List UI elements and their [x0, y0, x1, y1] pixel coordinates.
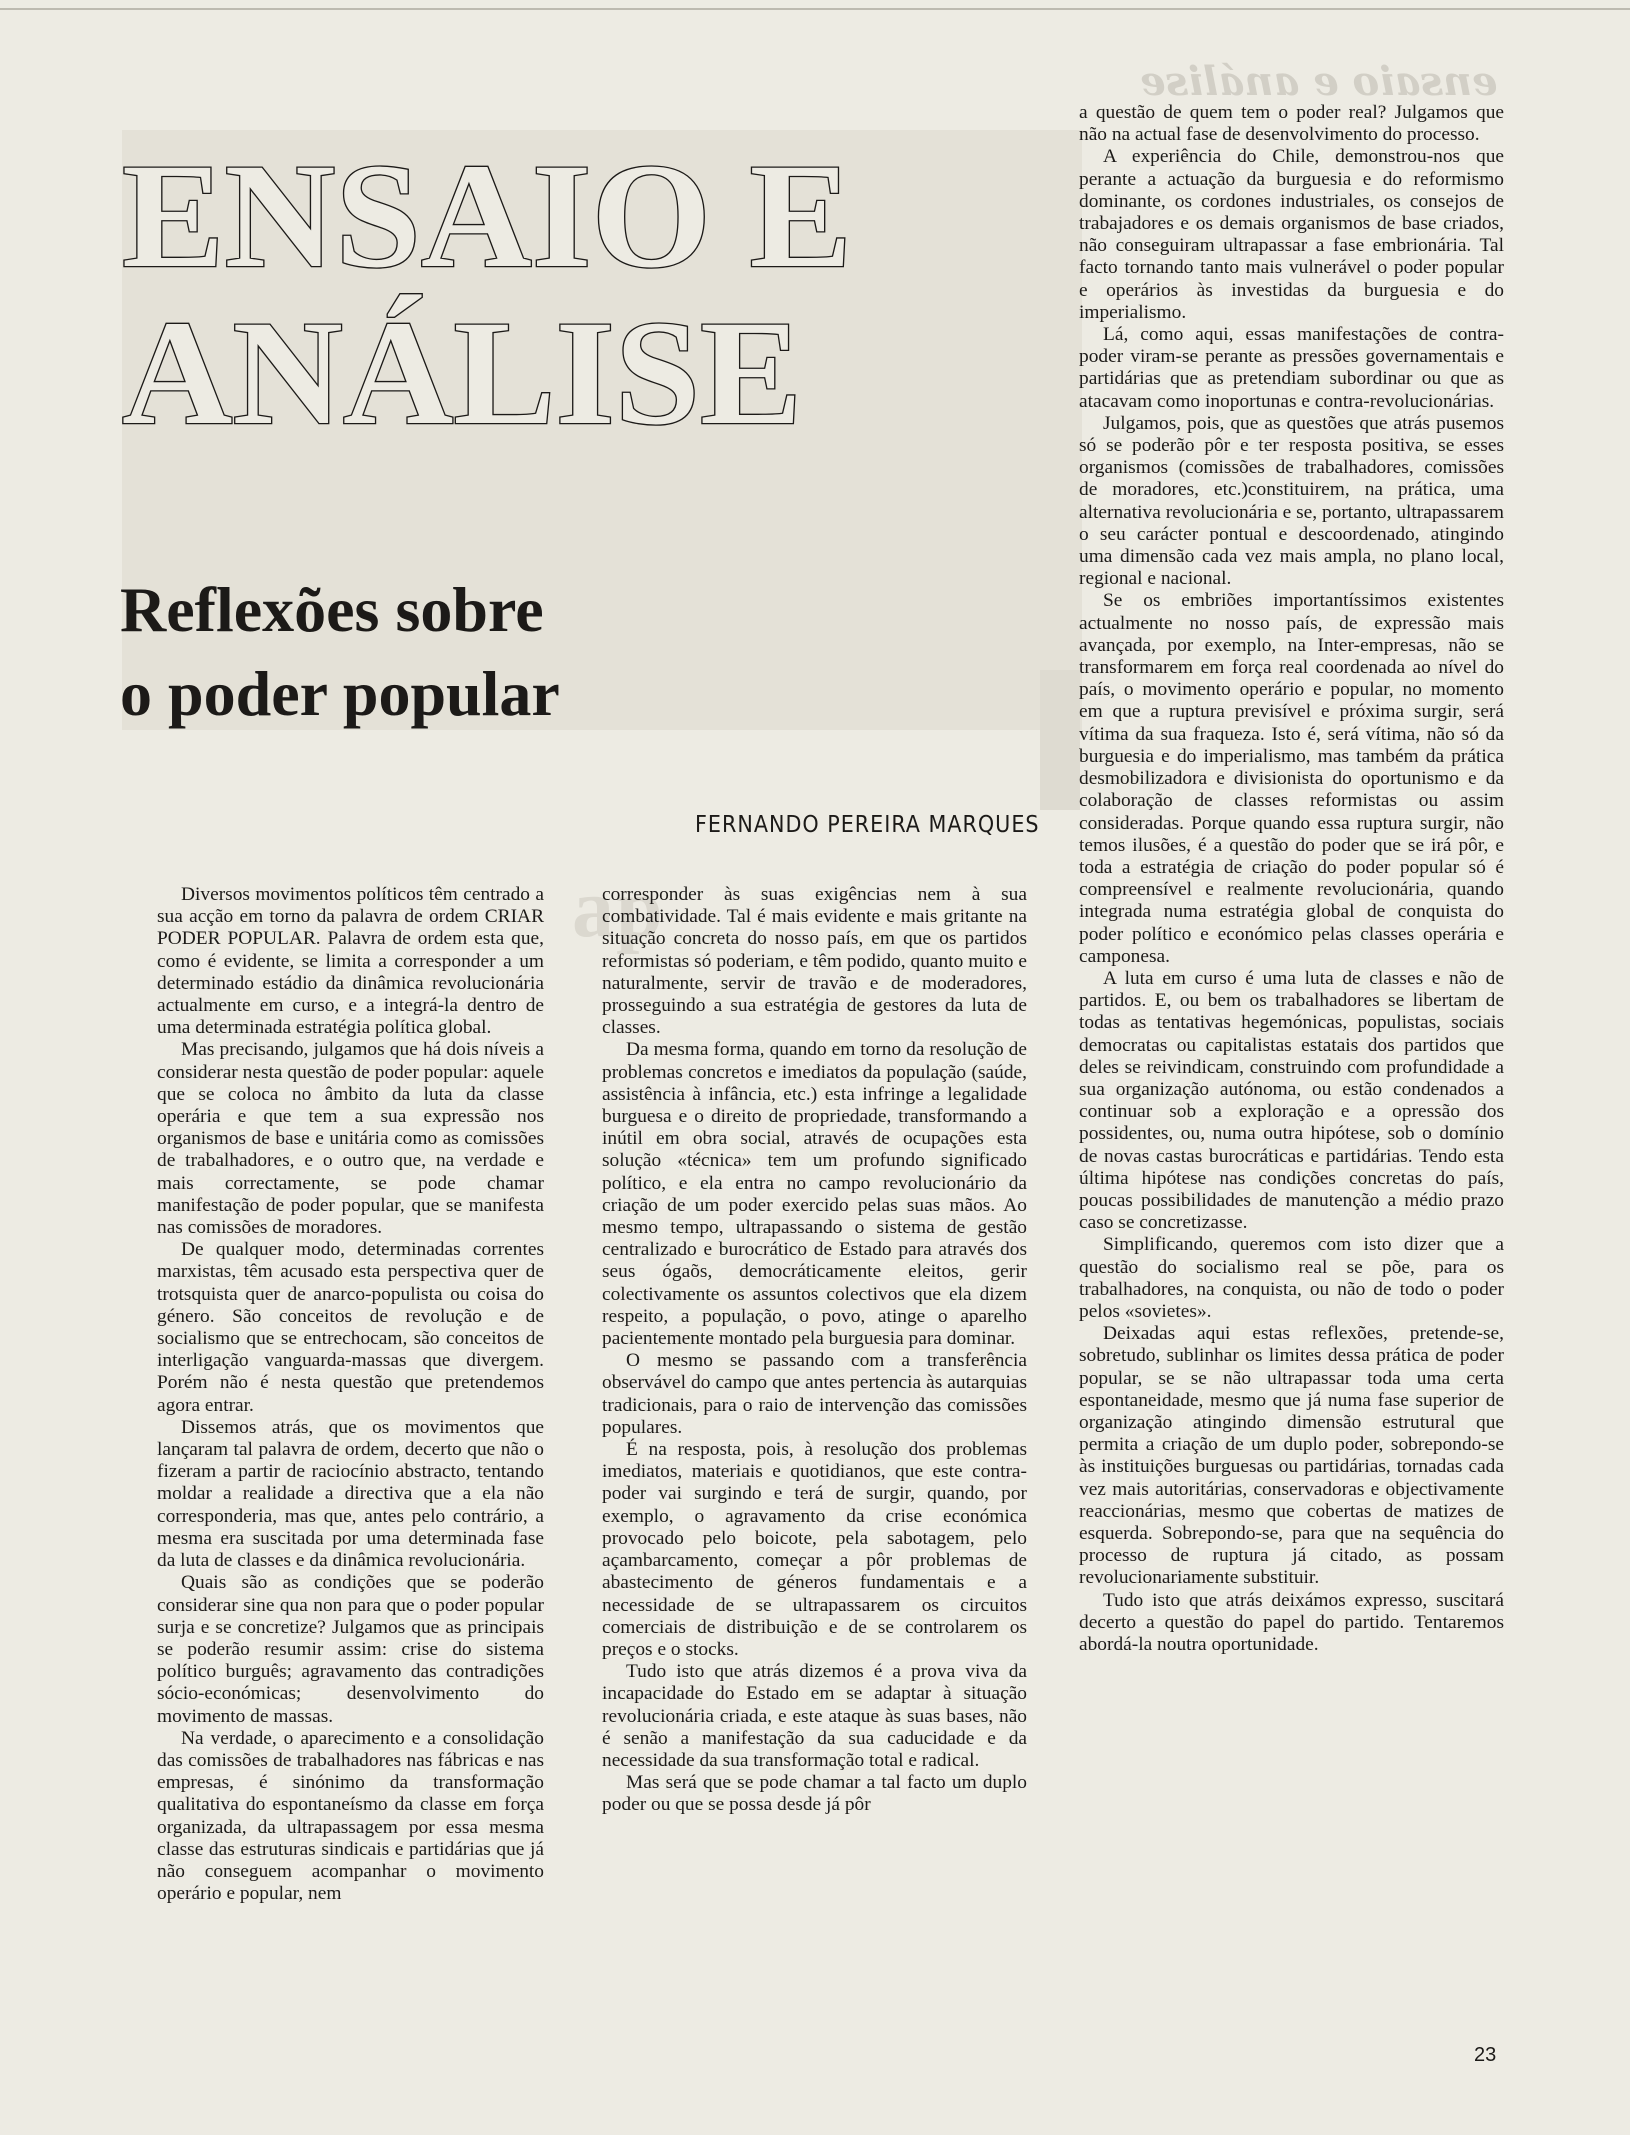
paragraph: A experiência do Chile, demonstrou-nos que perante a actuação da burguesia e do reformismo dominante, os cordones industriales, os consejos de trabajadores e os demais organismos de base criados, não conseguiram ultrapassar a fase embrionária. Tal facto tornando tanto mais vulnerável o poder popular e operários às investidas da burguesia e do imperialismo.: [1079, 146, 1504, 323]
article-title-line-1: Reflexões sobre: [120, 574, 544, 645]
paragraph: Na verdade, o aparecimento e a consolidação das comissões de trabalhadores nas fábricas e nas empresas, é sinónimo da transformação qualitativa do espontaneísmo da classe em força organizada, da ultrapassagem por essa mesma classe das estruturas sindicais e partidárias que já não conseguem acompanhar o movimento operário e popular, nem: [157, 1727, 544, 1905]
bleed-through-word: ap: [572, 862, 665, 955]
section-title: [118, 118, 878, 456]
bleed-through-shade-small: [1040, 670, 1080, 810]
article-title-line-2: o poder popular: [120, 658, 560, 729]
article-title: [120, 568, 740, 736]
paragraph: Se os embriões importantíssimos existentes actualmente no nosso país, de expressão mais avançada, por exemplo, na Inter-empresas, não se transformarem em força real coordenada ao nível do país, o movimento operário e popular, no momento em que a ruptura previsível e próxima surgir, será vítima da sua fraqueza. Isto é, será vítima, não só da burguesia e do imperialismo, mas também da prática desmobilizadora e divisionista do oportunismo e da colaboração de classes reformistas ou assim consideradas. Porque quando essa ruptura surgir, não temos ilusões, é a questão do poder que se irá pôr, e toda a estratégia de criação do poder popular só é compreensível e realmente revolucionária, quando integrada numa estratégia global de conquista do poder político e económico pelas classes operária e camponesa.: [1079, 590, 1504, 967]
section-title-line-1: ENSAIO E: [122, 133, 852, 299]
paragraph: a questão de quem tem o poder real? Julgamos que não na actual fase de desenvolvimento do processo.: [1079, 102, 1504, 146]
scan-edge-line: [0, 8, 1630, 10]
paragraph: Simplificando, queremos com isto dizer que a questão do socialismo real se põe, para os trabalhadores, na conquista, ou não de todo o poder pelos «sovietes».: [1079, 1234, 1504, 1322]
paragraph: Julgamos, pois, que as questões que atrás pusemos só se poderão pôr e ter resposta positiva, se esses organismos (comissões de trabalhadores, comissões de moradores, etc.)constituirem, na prática, uma alternativa revolucionária e se, portanto, ultrapassarem o seu carácter pontual e descoordenado, atingindo uma dimensão cada vez mais ampla, no plano local, regional e nacional.: [1079, 412, 1504, 590]
paragraph: A luta em curso é uma luta de classes e não de partidos. E, ou bem os trabalhadores se libertam de todas as tentativas hegemónicas, populistas, sociais democratas ou capitalistas estatais dos partidos que deles se reivindicam, construindo com profundidade a sua organização autónoma, ou estão condenados a continuar sob a exploração e a opressão dos possidentes, ou, numa outra hipótese, sob o domínio de novas castas burocráticas e partidárias. Tendo esta última hipótese nas condições concretas do país, poucas possibilidades de manutenção a médio prazo caso se concretizasse.: [1079, 967, 1504, 1234]
text-column-1: [157, 884, 544, 1905]
paragraph: É na resposta, pois, à resolução dos problemas imediatos, materiais e quotidianos, que este contra-poder vai surgindo e terá de surgir, quando, por exemplo, o agravamento da crise económica provocado pelo boicote, pela sabotagem, pelo açambarcamento, começar a pôr problemas de abastecimento de géneros fundamentais e a necessidade de se ultrapassarem os circuitos comerciais de distribuição e de se controlarem os preços e o stocks.: [602, 1439, 1027, 1660]
paragraph: Tudo isto que atrás dizemos é a prova viva da incapacidade do Estado em se adaptar à situação revolucionária criada, e este ataque às suas bases, não é senão a manifestação da sua caducidade e da necessidade da sua transformação total e radical.: [602, 1661, 1027, 1771]
bleed-through-title: ensaio e análise: [1140, 58, 1498, 105]
paragraph: Quais são as condições que se poderão considerar sine qua non para que o poder popular surja e se concretize? Julgamos que as principais se poderão resumir assim: crise do sistema político burguês; agravamento das contradições sócio-económicas; desenvolvimento do movimento de massas.: [157, 1572, 544, 1727]
paragraph: Deixadas aqui estas reflexões, pretende-se, sobretudo, sublinhar os limites dessa prática de poder popular, se se não ultrapassar toda uma certa espontaneidade, mesmo que já numa fase superior de organização atingindo dimensão estrutural que permita a criação de um duplo poder, sobrepondo-se às instituições burguesas ou partidárias, tornadas cada vez mais autoritárias, conservadoras e objectivamente reaccionárias, mesmo que cobertas de matizes de esquerda. Sobrepondo-se, para que na sequência do processo de ruptura já citado, as possam revolucionariamente substituir.: [1079, 1323, 1504, 1589]
text-column-3: [1079, 102, 1504, 1656]
paragraph: Lá, como aqui, essas manifestações de contra-poder viram-se perante as pressões governamentais e partidárias que as pretendiam subordinar ou que as atacavam como inoportunas e contra-revolucionárias.: [1079, 324, 1504, 412]
text-column-2: [602, 884, 1027, 1817]
article-author: FERNANDO PEREIRA MARQUES: [695, 812, 1040, 838]
paragraph: corresponder às suas exigências nem à sua combatividade. Tal é mais evidente e mais gritante na situação concreta do nosso país, em que os partidos reformistas só poderiam, e têm podido, quanto muito e naturalmente, servir de travão e de moderadores, prosseguindo a sua estratégia de gestores da luta de classes.: [602, 884, 1027, 1039]
paragraph: Diversos movimentos políticos têm centrado a sua acção em torno da palavra de ordem CRIAR PODER POPULAR. Palavra de ordem esta que, como é evidente, se limita a corresponder a um determinado estádio da dinâmica revolucionária actualmente em curso, e a integrá-la dentro de uma determinada estratégia política global.: [157, 884, 544, 1039]
paragraph: De qualquer modo, determinadas correntes marxistas, têm acusado esta perspectiva quer de trotsquista quer de anarco-populista ou coisa do género. São conceitos de revolução e de socialismo que se entrechocam, são conceitos de interligação vanguarda-massas que divergem. Porém não é nesta questão que pretendemos agora entrar.: [157, 1239, 544, 1416]
page-number: 23: [1474, 2044, 1497, 2066]
paragraph: Da mesma forma, quando em torno da resolução de problemas concretos e imediatos da população (saúde, assistência à infância, etc.) esta infringe a legalidade burguesa e o direito de propriedade, transformando a inútil em obra social, através de ocupações esta solução «técnica» tem um profundo significado político, e ela entra no campo revolucionário da criação de um poder exercido pelas suas mãos. Ao mesmo tempo, ultrapassando o sistema de gestão centralizado e burocrático de Estado para através dos seus ógaõs, democráticamente eleitos, gerir colectivamente os assuntos colectivos que ela dizem respeito, a população, o povo, atinge o aparelho pacientemente montado pela burguesia para dominar.: [602, 1039, 1027, 1350]
paragraph: O mesmo se passando com a transferência observável do campo que antes pertencia às autarquias tradicionais, para o raio de intervenção das comissões populares.: [602, 1350, 1027, 1438]
paragraph: Mas precisando, julgamos que há dois níveis a considerar nesta questão de poder popular: aquele que se coloca no âmbito da luta da classe operária e que tem a sua expressão nos organismos de base e unitária como as comissões de trabalhadores, e o outro que, na verdade e mais correctamente, se pode chamar manifestação de poder popular, que se manifesta nas comissões de moradores.: [157, 1039, 544, 1239]
paragraph: Dissemos atrás, que os movimentos que lançaram tal palavra de ordem, decerto que não o fizeram a partir de raciocínio abstracto, tentando moldar a realidade a directiva que a ela não corresponderia, mas que, antes pelo contrário, a mesma era suscitada por uma determinada fase da luta de classes e da dinâmica revolucionária.: [157, 1416, 544, 1572]
paragraph: Tudo isto que atrás deixámos expresso, suscitará decerto a questão do papel do partido. Tentaremos abordá-la noutra oportunidade.: [1079, 1589, 1504, 1656]
paragraph: Mas será que se pode chamar a tal facto um duplo poder ou que se possa desde já pôr: [602, 1772, 1027, 1816]
section-title-line-2: ANÁLISE: [122, 290, 802, 456]
